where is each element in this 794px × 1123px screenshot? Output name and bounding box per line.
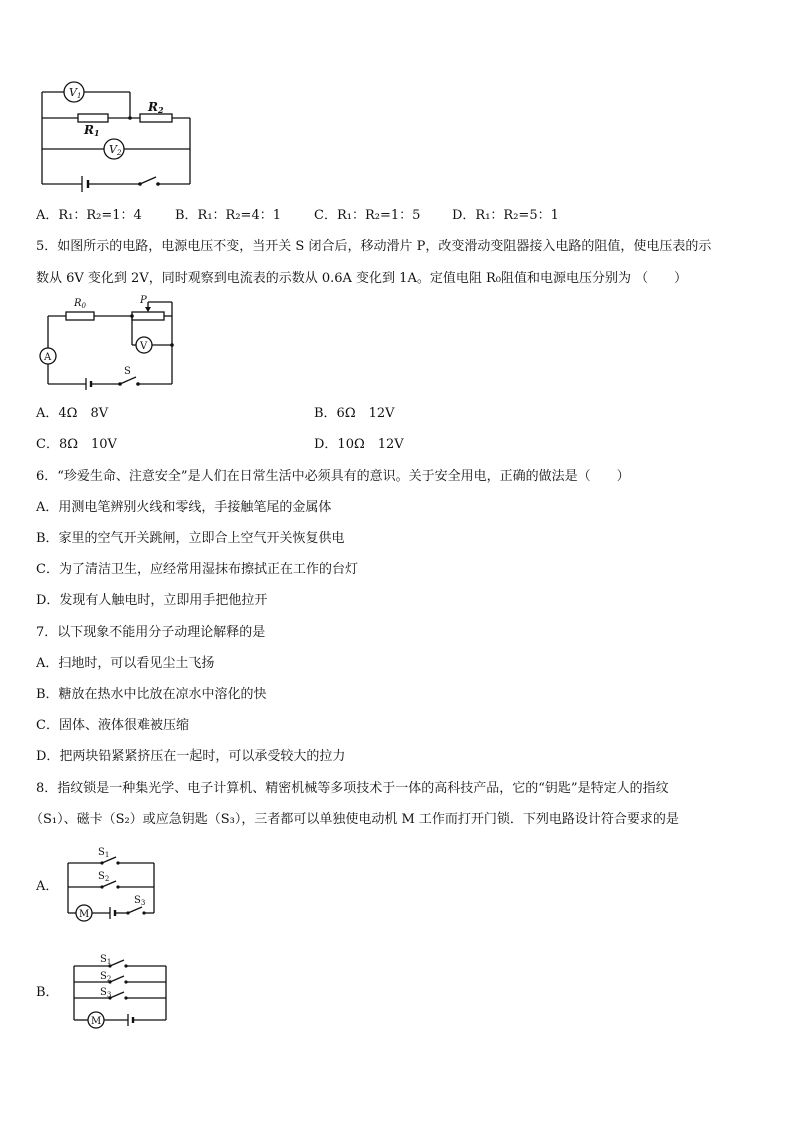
svg-text:P: P xyxy=(140,295,147,306)
q5-stem-line-1: 5．如图所示的电路，电源电压不变，当开关 S 闭合后，移动滑片 P，改变滑动变阻器接入电路的阻值，使电压表的示 xyxy=(36,239,712,254)
q6-option-a: A．用测电笔辨别火线和零线，手接触笔尾的金属体 xyxy=(36,500,332,515)
q4-resistor-r2 xyxy=(140,114,172,122)
q8-circuit-b xyxy=(66,950,176,1034)
q6-option-b: B．家里的空气开关跳闸，立即合上空气开关恢复供电 xyxy=(36,531,345,546)
svg-text:M: M xyxy=(79,909,90,920)
q8b-switch-s3 xyxy=(110,992,124,998)
svg-text:S3: $S_3$ xyxy=(100,987,112,999)
q5-switch xyxy=(120,377,136,384)
svg-text:S3: $S_3$ xyxy=(134,895,146,907)
q4-switch xyxy=(140,177,156,184)
q5-option-b: B．6Ω 12V xyxy=(314,406,395,421)
q8-option-a-label: A． xyxy=(36,879,59,894)
svg-text:S: S xyxy=(124,366,131,377)
q8b-switch-s2 xyxy=(110,976,124,982)
q6-option-c: C．为了清洁卫生，应经常用湿抹布擦拭正在工作的台灯 xyxy=(36,562,358,577)
q7-option-d: D．把两块铅紧紧挤压在一起时，可以承受较大的拉力 xyxy=(36,749,346,764)
svg-text:S2: $S_2$ xyxy=(98,871,110,883)
svg-text:R1: R1 xyxy=(84,123,100,138)
q5-circuit-diagram xyxy=(36,292,181,392)
q8-stem-line-2: （S₁）、磁卡（S₂）或应急钥匙（S₃），三者都可以单独使电动机 M 工作而打开门锁．下列电路设计符合要求的是 xyxy=(30,812,679,827)
q5-rheostat xyxy=(132,312,164,320)
q4-option-b: B．R₁：R₂=4：1 xyxy=(175,208,281,223)
q5-stem-line-2: 数从 6V 变化到 2V，同时观察到电流表的示数从 0.6A 变化到 1A。定值电阻 R₀阻值和电源电压分别为 （ ） xyxy=(36,271,688,286)
svg-text:V: V xyxy=(140,341,148,352)
q8b-switch-s1 xyxy=(110,960,124,966)
q4-resistor-r1 xyxy=(78,114,108,122)
q6-stem: 6．“珍爱生命、注意安全”是人们在日常生活中必须具有的意识。关于安全用电，正确的做法是（ ） xyxy=(36,469,630,484)
q8a-switch-s3 xyxy=(128,907,142,913)
q7-option-b: B．糖放在热水中比放在凉水中溶化的快 xyxy=(36,687,267,702)
svg-text:S1: $S_1$ xyxy=(98,847,110,859)
q5-resistor-r0 xyxy=(66,312,94,320)
q8-circuit-a xyxy=(62,843,162,925)
q7-option-c: C．固体、液体很难被压缩 xyxy=(36,718,189,733)
q7-stem: 7．以下现象不能用分子动理论解释的是 xyxy=(36,625,266,640)
svg-text:A: A xyxy=(44,352,52,363)
q4-circuit-diagram xyxy=(36,80,196,190)
q5-option-d: D．10Ω 12V xyxy=(314,437,404,452)
q4-option-d: D．R₁：R₂=5：1 xyxy=(452,208,559,223)
q5-option-a: A．4Ω 8V xyxy=(36,406,109,421)
svg-text:V1: V1 xyxy=(69,86,82,100)
q4-option-c: C．R₁：R₂=1：5 xyxy=(314,208,421,223)
svg-text:M: M xyxy=(91,1016,102,1027)
svg-text:S1: $S_1$ xyxy=(100,954,112,966)
q8-option-b-label: B． xyxy=(36,985,59,1000)
q6-option-d: D．发现有人触电时，立即用手把他拉开 xyxy=(36,593,268,608)
q8-stem-line-1: 8．指纹锁是一种集光学、电子计算机、精密机械等多项技术于一体的高科技产品，它的“钥匙”是特定人的指纹 xyxy=(36,781,669,796)
svg-text:S2: $S_2$ xyxy=(100,971,112,983)
svg-text:R0: $R_0$ xyxy=(74,298,86,310)
q5-option-c: C．8Ω 10V xyxy=(36,437,117,452)
q4-option-a: A．R₁：R₂=1：4 xyxy=(36,208,142,223)
svg-text:V2: V2 xyxy=(109,143,122,157)
q7-option-a: A．扫地时，可以看见尘土飞扬 xyxy=(36,656,215,671)
svg-text:R2: R2 xyxy=(148,100,164,115)
